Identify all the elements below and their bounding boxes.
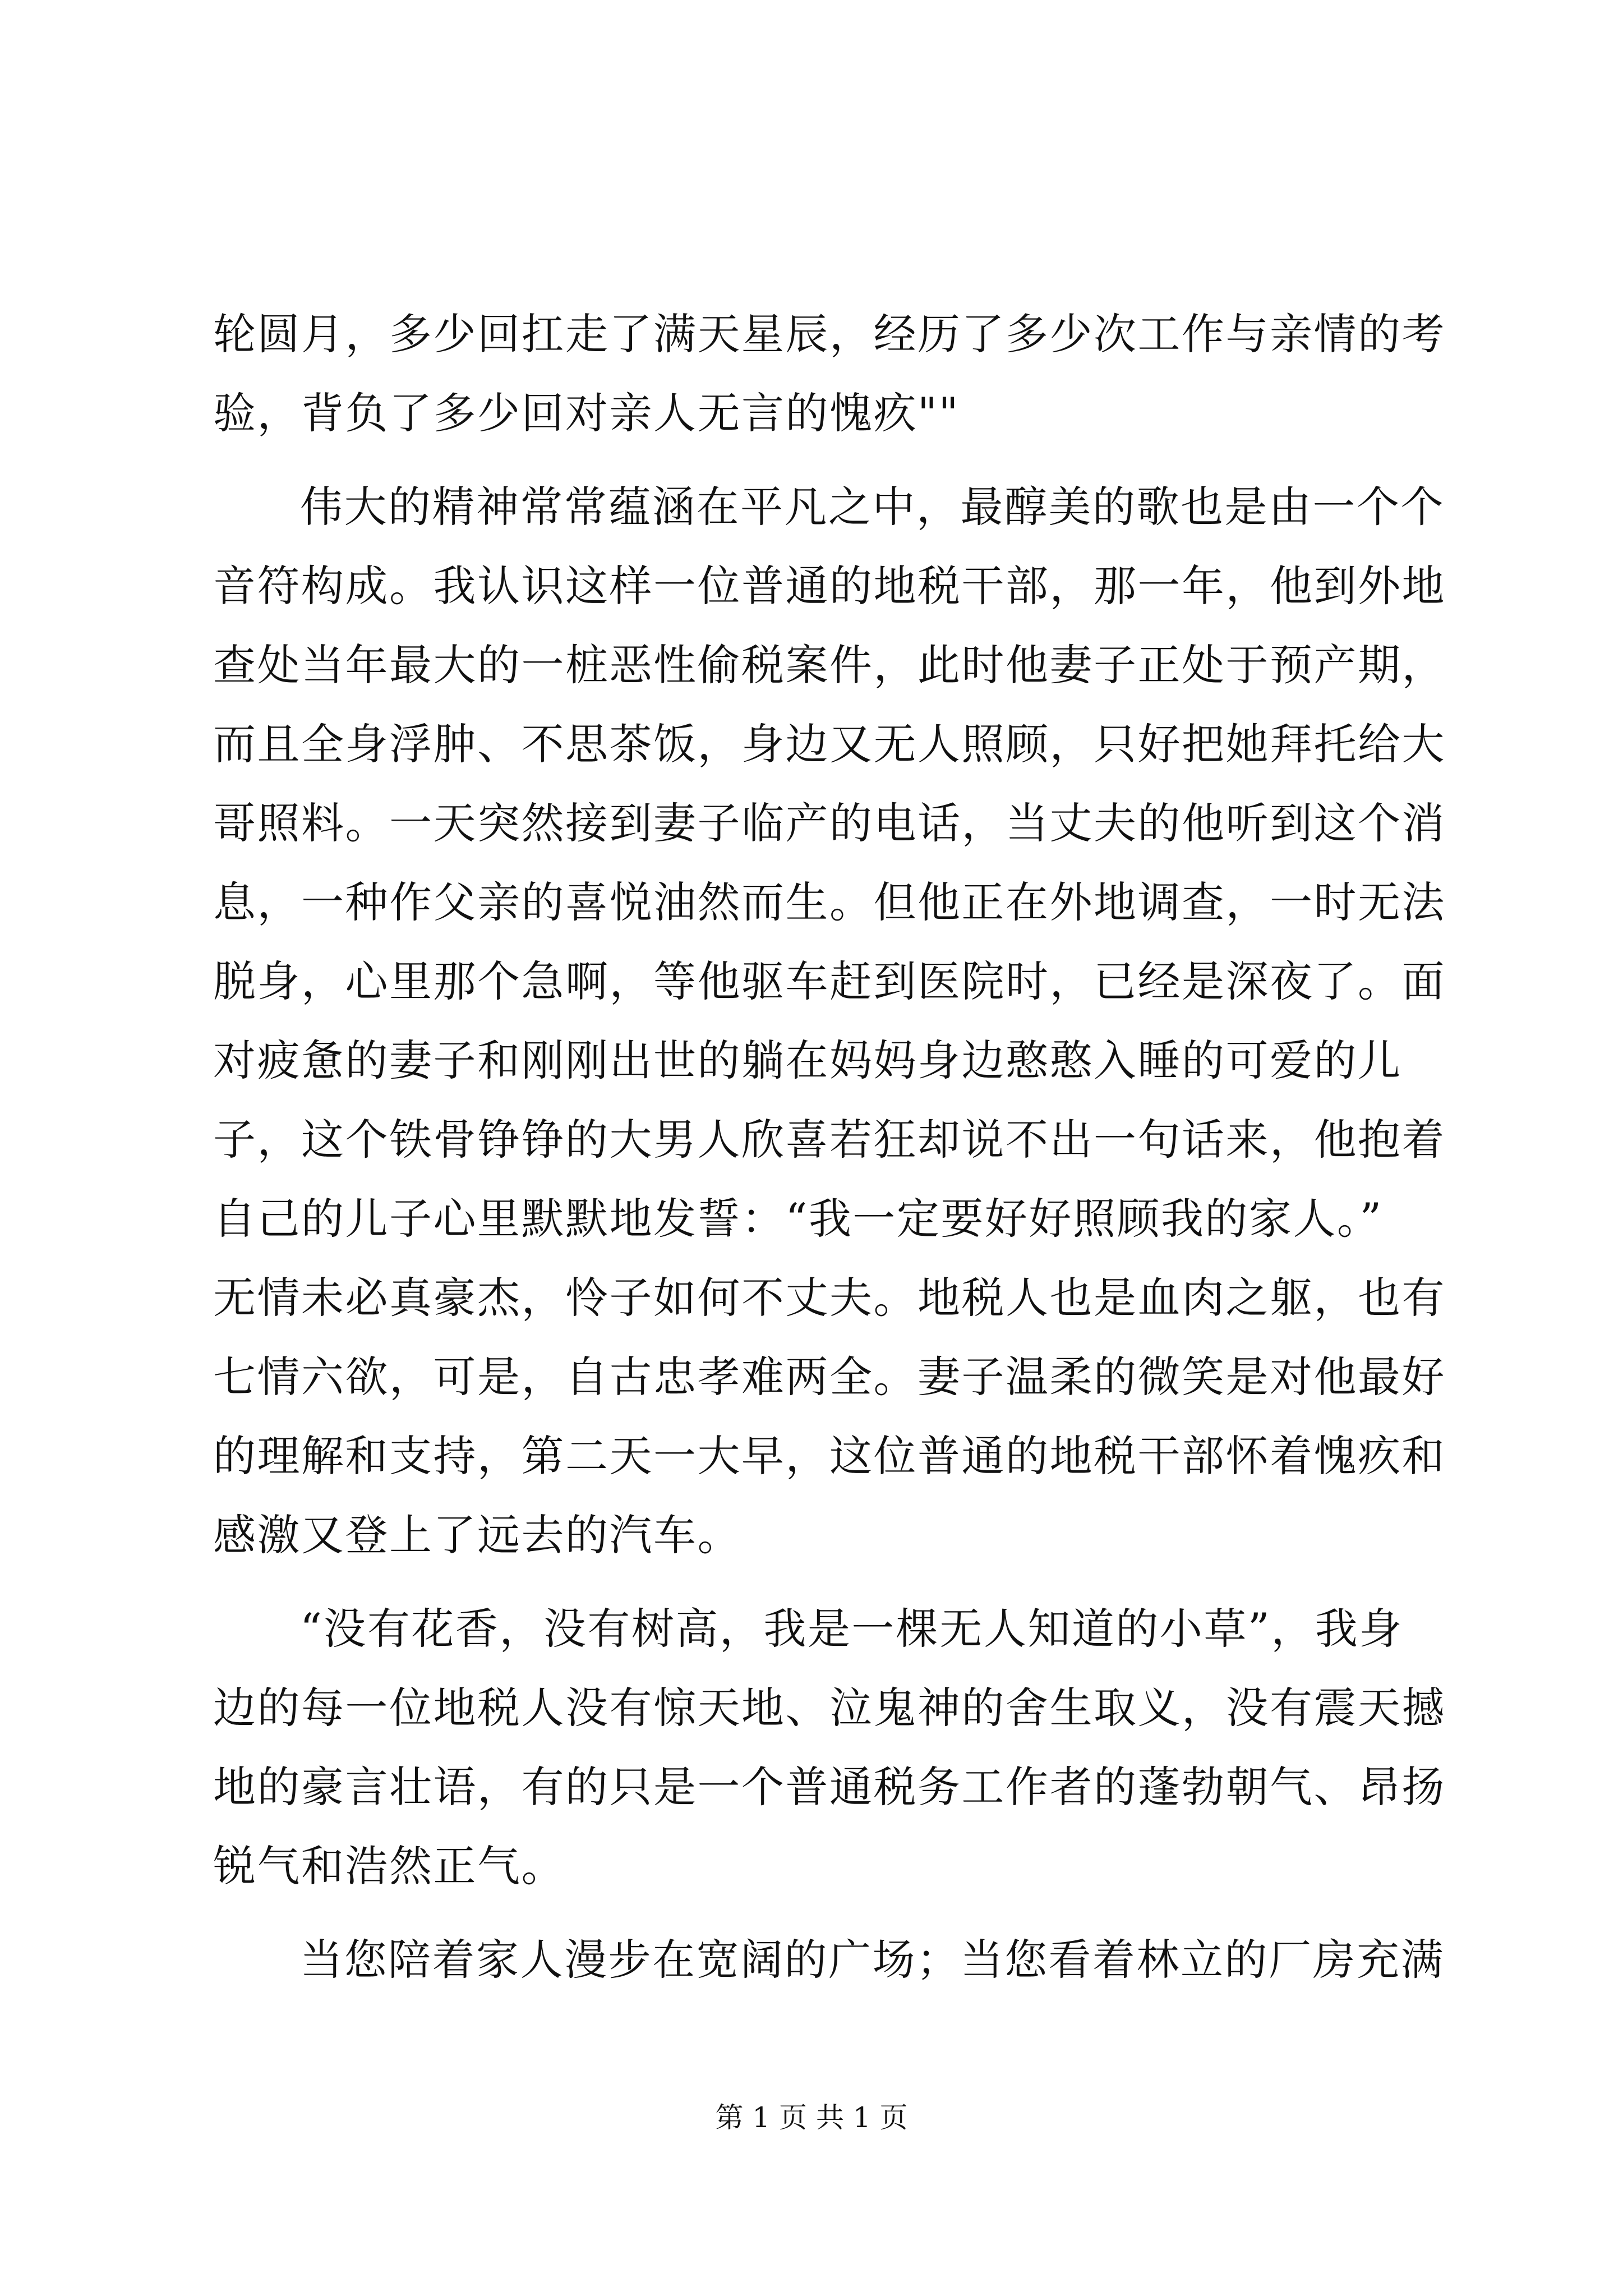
text-line-5: 查处当年最大的一桩恶性偷税案件，此时他妻子正处于预产期， bbox=[213, 640, 1446, 690]
paragraph-start-line: “没有花香，没有树高，我是一棵无人知道的小草”，我身 bbox=[300, 1604, 1403, 1654]
document-body bbox=[213, 295, 1446, 1999]
paragraph-start-line: 当您陪着家人漫步在宽阔的广场；当您看着林立的厂房充满 bbox=[300, 1935, 1445, 1985]
text-line-10: 对疲惫的妻子和刚刚出世的躺在妈妈身边憨憨入睡的可爱的儿 bbox=[213, 1036, 1402, 1085]
text-line-7: 哥照料。一天突然接到妻子临产的电话，当丈夫的他听到这个消 bbox=[213, 798, 1446, 848]
text-line-16: 感激又登上了远去的汽车。 bbox=[213, 1510, 741, 1560]
text-line-9: 脱身，心里那个急啊，等他驱车赶到医院时，已经是深夜了。面 bbox=[213, 956, 1446, 1006]
text-line-12: 自己的儿子心里默默地发誓：“我一定要好好照顾我的家人。” bbox=[213, 1194, 1383, 1244]
text-line-11: 子，这个铁骨铮铮的大男人欣喜若狂却说不出一句话来，他抱着 bbox=[213, 1115, 1446, 1165]
page-footer: 第 1 页 共 1 页 bbox=[715, 2101, 908, 2134]
text-line-18: 边的每一位地税人没有惊天地、泣鬼神的舍生取义，没有震天撼 bbox=[213, 1683, 1446, 1733]
text-line-8: 息，一种作父亲的喜悦油然而生。但他正在外地调查，一时无法 bbox=[213, 877, 1446, 927]
text-line-2: 验，背负了多少回对亲人无言的愧疚"" bbox=[213, 388, 960, 438]
text-line-4: 音符构成。我认识这样一位普通的地税干部，那一年，他到外地 bbox=[213, 561, 1446, 611]
text-line-6: 而且全身浮肿、不思茶饭，身边又无人照顾，只好把她拜托给大 bbox=[213, 719, 1446, 769]
text-line-15: 的理解和支持，第二天一大早，这位普通的地税干部怀着愧疚和 bbox=[213, 1431, 1446, 1481]
text-line-14: 七情六欲，可是，自古忠孝难两全。妻子温柔的微笑是对他最好 bbox=[213, 1352, 1446, 1402]
text-line-1: 轮圆月，多少回扛走了满天星辰，经历了多少次工作与亲情的考 bbox=[213, 309, 1446, 359]
text-line-13: 无情未必真豪杰，怜子如何不丈夫。地税人也是血肉之躯，也有 bbox=[213, 1273, 1446, 1323]
text-line-20: 锐气和浩然正气。 bbox=[213, 1841, 565, 1891]
paragraph-start-line: 伟大的精神常常蕴涵在平凡之中，最醇美的歌也是由一个个 bbox=[300, 482, 1445, 532]
text-line-19: 地的豪言壮语，有的只是一个普通税务工作者的蓬勃朝气、昂扬 bbox=[213, 1762, 1446, 1812]
